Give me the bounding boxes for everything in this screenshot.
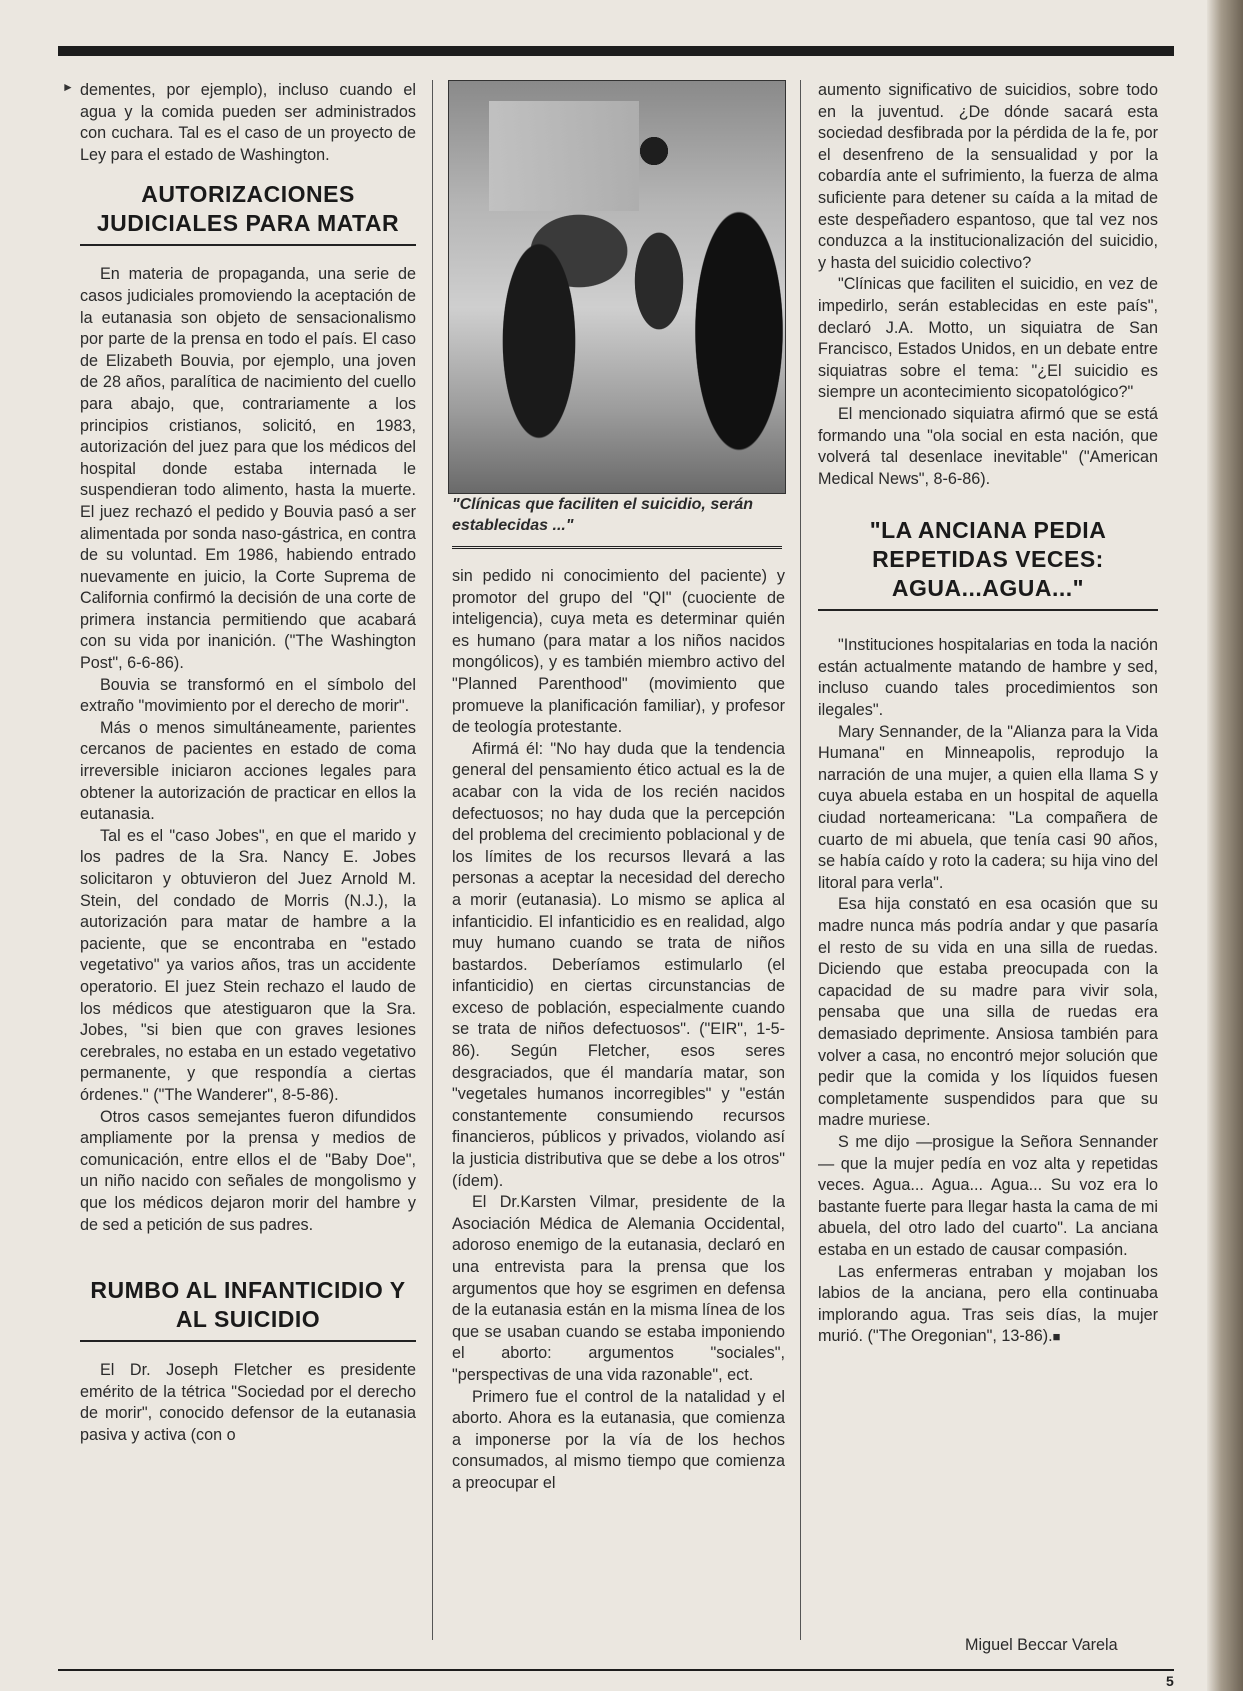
photo-window-detail: [489, 101, 639, 211]
heading-anciana: "LA ANCIANA PEDIA REPETIDAS VECES: AGUA...AGUA...": [818, 516, 1158, 611]
hospital-photo: [448, 80, 786, 494]
paragraph: aumento significativo de suicidios, sobre todo en la juventud. ¿De dónde sacará esta sociedad desfibrada por la pérdida de la fe, por el desenfreno de la sensualidad y por la cobardía ante el sufrimiento, la fuerza de alma suficiente para detener su caída a la mitad de este despeñadero espantoso, que tal vez nos conduzca a la institucionalización del suicidio, y hasta del suicidio colectivo?: [818, 81, 1158, 272]
column-divider: [800, 80, 801, 1640]
paragraph-text: Las enfermeras entraban y mojaban los labios de la anciana, pero ella continuaba implorando agua. Tras seis días, la mujer murió. ("The Oregonian", 13-86).: [818, 1262, 1158, 1346]
heading-autorizaciones: AUTORIZACIONES JUDICIALES PARA MATAR: [80, 180, 416, 246]
column-3: [818, 80, 1158, 1348]
end-mark-icon: ■: [1052, 1329, 1061, 1345]
heading-rumbo: RUMBO AL INFANTICIDIO Y AL SUICIDIO: [80, 1276, 416, 1342]
paragraph: El mencionado siquiatra afirmó que se está formando una "ola social en esta nación, que volverá tal desenlace inevitable" ("American Medical News", 8-6-86).: [818, 404, 1158, 488]
intro-paragraph: dementes, por ejemplo), incluso cuando el agua y la comida pueden ser administrados con cuchara. Tal es el caso de un proyecto de Ley para el estado de Washington.: [80, 81, 416, 164]
paragraph: [818, 1262, 1158, 1348]
column-divider: [432, 80, 433, 1640]
paragraph: Afirmá él: "No hay duda que la tendencia general del pensamiento ético actual es la de acabar con la vida de los recién nacidos defectuosos; no hay duda que la percepción del problema del crecimiento poblacional y de los límites de los recursos llevará a las personas a aceptar la necesidad del derecho a morir (eutanasia). Lo mismo se aplica al infanticidio. El infanticidio es en realidad, algo muy humano cuando se trata de niños bastardos. Deberíamos estimularlo (el infanticidio) en ciertas circunstancias de exceso de población, especialmente cuando se trata de niños defectuosos". ("EIR", 1-5-86). Según Fletcher, esos seres desgraciados, que él mandaría matar, son "vegetales humanos incorregibles" y "están constantemente consumiendo recursos financieros, públicos y privados, violando así la justicia distributiva que se debe a los otros" (ídem).: [452, 739, 785, 1190]
paragraph: Bouvia se transformó en el símbolo del extraño "movimiento por el derecho de morir".: [80, 675, 416, 716]
paragraph: "Instituciones hospitalarias en toda la nación están actualmente matando de hambre y sed, incluso cuando tales procedimientos son ilegales".: [818, 636, 1158, 720]
paragraph: El Dr.Karsten Vilmar, presidente de la Asociación Médica de Alemania Occidental, adoroso enemigo de la eutanasia, declaró en una entrevista para la prensa que los argumentos que hoy se esgrimen en defensa de la eutanasia están en la misma línea de los que se usaban cuando se estaba imponiendo el aborto: argumentos "sociales", "perspectivas de una vida razonable", ect.: [452, 1193, 785, 1384]
page-edge: [1207, 0, 1243, 1691]
paragraph: Más o menos simultáneamente, parientes cercanos de pacientes en estado de coma irreversible iniciaron acciones legales para obtener la autorización de practicar en ellos la eutanasia.: [80, 718, 416, 824]
paragraph: Mary Sennander, de la "Alianza para la Vida Humana" en Minneapolis, reprodujo la narración de una mujer, a quien ella llama S y cuya abuela estaba en un hospital de aquella ciudad norteamericana: "La compañera de cuarto de mi abuela, que tenía casi 90 años, se había caído y roto la cadera; su hija vino del litoral para verla".: [818, 722, 1158, 892]
column-2: [452, 566, 785, 1495]
continuation-arrow-icon: ►: [62, 80, 74, 94]
paragraph: sin pedido ni conocimiento del paciente) y promotor del grupo del "QI" (cuociente de inteligencia), cuya meta es determinar quién es humano (para matar a los niños nacidos mongólicos), y es también miembro activo del "Planned Parenthood" (movimiento que promueve la planificación familiar), y profesor de teología protestante.: [452, 567, 785, 737]
paragraph: Otros casos semejantes fueron difundidos ampliamente por la prensa y medios de comunicación, entre ellos el de "Baby Doe", un niño nacido con señales de mongolismo y que los médicos dejaron morir del hambre y de sed a petición de sus padres.: [80, 1107, 416, 1234]
top-rule: [58, 46, 1174, 56]
paragraph: "Clínicas que faciliten el suicidio, en vez de impedirlo, serán establecidas en este país", declaró J.A. Motto, un siquiatra de San Francisco, Estados Unidos, en un debate entre siquiatras sobre el tema: "¿El suicidio es siempre un acontecimiento sicopatológico?": [818, 275, 1158, 402]
paragraph: Primero fue el control de la natalidad y el aborto. Ahora es la eutanasia, que comienza a imponerse por la vía de los hechos consumados, al mismo tiempo que comienza a preocupar el: [452, 1387, 785, 1492]
paragraph: El Dr. Joseph Fletcher es presidente emérito de la tétrica "Sociedad por el derecho de morir", conocido defensor de la eutanasia pasiva y activa (con o: [80, 1361, 416, 1444]
photo-caption: "Clínicas que faciliten el suicidio, serán establecidas ...": [452, 494, 782, 549]
author-signature: Miguel Beccar Varela: [965, 1636, 1118, 1654]
paragraph: S me dijo —prosigue la Señora Sennander— que la mujer pedía en voz alta y repetidas veces. Agua... Agua... Agua... Su voz era lo bastante fuerte para llegar hasta la cama de mi abuela, del otro lado del cuarto". La anciana estaba en un estado de causar compasión.: [818, 1132, 1158, 1259]
paragraph: Tal es el "caso Jobes", en que el marido y los padres de la Sra. Nancy E. Jobes solicitaron y obtuvieron del Juez Arnold M. Stein, del condado de Morris (N.J.), la autorización para matar de hambre a la paciente, que se encontraba en "estado vegetativo" ya varios años, tras un accidente operatorio. El juez Stein rechazo el laudo de los médicos que atestiguaron que la Sra. Jobes, "si bien que con graves lesiones cerebrales, no estaba en un estado vegetativo permanente, y que respondía a ciertas órdenes." ("The Wanderer", 8-5-86).: [80, 826, 416, 1104]
paragraph: En materia de propaganda, una serie de casos judiciales promoviendo la aceptación de la eutanasia son objeto de sensacionalismo por parte de la prensa en todo el país. El caso de Elizabeth Bouvia, por ejemplo, una joven de 28 años, paralítica de nacimiento del cuello para abajo, que, contrariamente a los principios cristianos, solicitó, en 1983, autorización del juez para que los médicos del hospital donde estaba internada le suspendieran todo alimento, hasta la muerte. El juez rechazó el pedido y Bouvia pasó a ser alimentada por sonda naso-gástrica, en contra de su voluntad. Em 1986, habiendo entrado nuevamente en juicio, la Corte Suprema de California confirmó la decisión de una corte de primera instancia permitiendo que acabará con su vida por inanición. ("The Washington Post", 6-6-86).: [80, 265, 416, 673]
paragraph: Esa hija constató en esa ocasión que su madre nunca más podría andar y que pasaría el resto de su vida en una silla de ruedas. Diciendo que estaba preocupada con la capacidad de su madre para vivir sola, pensaba que una silla de ruedas era demasiado deprimente. Ansiosa también para volver a casa, no encontró mejor solución que pedir que la comida y los líquidos fuesen completamente suspendidos para que su madre muriese.: [818, 895, 1158, 1130]
column-1: [80, 80, 416, 1446]
bottom-rule: [58, 1669, 1174, 1671]
page-number: 5: [1166, 1673, 1174, 1689]
